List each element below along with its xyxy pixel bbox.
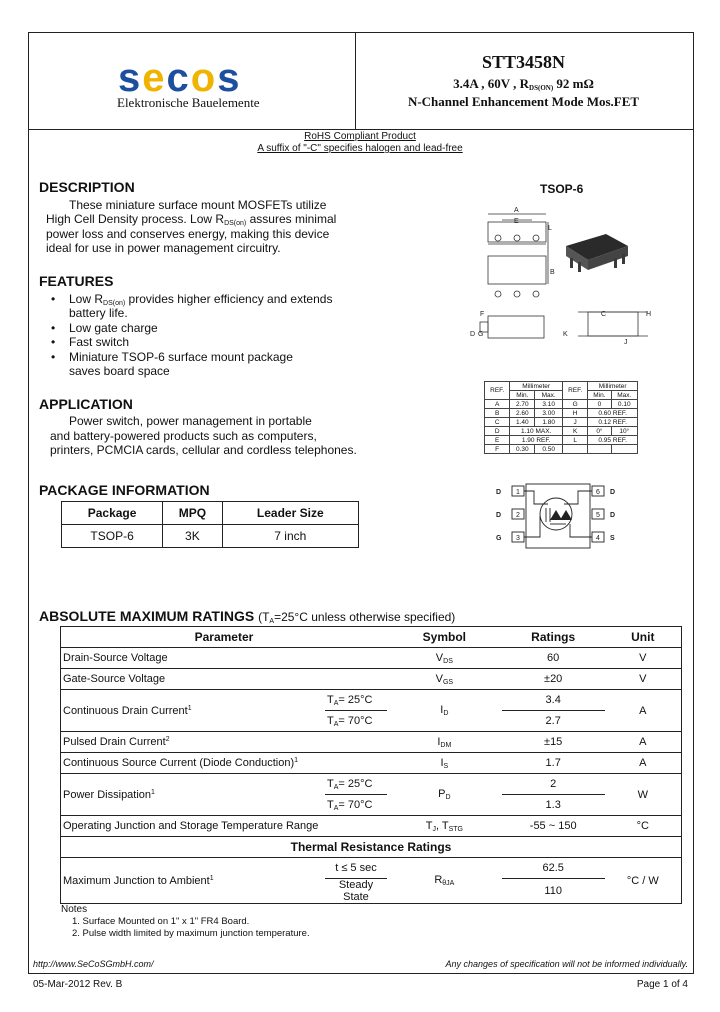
dim-row [485, 418, 638, 427]
package-info-heading: PACKAGE INFORMATION [39, 482, 210, 498]
dim-min-header: Min. [588, 391, 611, 400]
part-number: STT3458N [481, 52, 566, 72]
pin-number: 2 [516, 512, 520, 519]
dim-label-d: D [470, 331, 476, 338]
side-view [488, 316, 544, 338]
pin-number: 5 [596, 512, 600, 519]
dimensions-table [484, 381, 638, 454]
dim-cell: 0° [588, 427, 611, 436]
dim-cell: 1.10 MAX. [510, 427, 563, 436]
pin-number: 3 [516, 535, 520, 542]
table-row: Continuous Source Current (Diode Conduction)$^1$ $I_S$ 1.7 A [61, 753, 682, 774]
tsop-label: TSOP-6 [540, 182, 584, 196]
table-row: Operating Junction and Storage Temperature Range $T_J$, $T_{STG}$ -55 ~ 150 °C [61, 816, 682, 837]
dim-max-header: Max. [611, 391, 637, 400]
dim-cell: 0 [588, 400, 611, 409]
pin-label: D [496, 489, 502, 496]
ratings-header: Ratings [502, 627, 605, 648]
package-drawing [466, 200, 666, 360]
ratings-table [60, 626, 682, 904]
leader-size-value: 7 inch [222, 525, 358, 548]
pin-label: D [610, 512, 616, 519]
dim-ref-header: REF. [485, 382, 510, 400]
dim-cell: 3.10 [535, 400, 563, 409]
application-heading: APPLICATION [39, 396, 133, 412]
dim-cell: 1.90 REF. [510, 436, 563, 445]
dim-label-h: H [646, 311, 652, 318]
page-number: Page 1 of 4 [636, 979, 688, 990]
thermal-heading: Thermal Resistance Ratings [61, 837, 682, 858]
dim-row [485, 400, 638, 409]
application-line: and battery-powered products such as computers, [50, 429, 317, 443]
dim-label-j: J [624, 339, 628, 346]
dim-cell: 2.70 [510, 400, 535, 409]
dim-cell: C [485, 418, 510, 427]
feature-item: • Low $R_{DS(on)}$ provides higher efficiency and extends [69, 292, 332, 312]
pin-number: 1 [516, 489, 520, 496]
table-row: Maximum Junction to Ambient$^1$ t ≤ 5 sec $R_{\theta JA}$ 62.5 °C / W [61, 858, 682, 879]
parameter-header: Parameter [61, 627, 387, 648]
dim-cell: E [485, 436, 510, 445]
dim-cell: 10° [611, 427, 637, 436]
table-row: Continuous Drain Current$^1$ $T_A= 25^\circ C$ $I_D$ 3.4 A [61, 690, 682, 711]
dim-cell: J [562, 418, 587, 427]
dim-min-header: Min. [510, 391, 535, 400]
dim-cell: 1.80 [535, 418, 563, 427]
footer-disclaimer: Any changes of specification will not be informed individually. [445, 959, 688, 969]
dim-label-b: B [550, 269, 555, 276]
dim-label-c: C [601, 311, 607, 318]
dim-cell: H [562, 409, 587, 418]
dim-mm-header: Millimeter [510, 382, 563, 391]
feature-item-cont: saves board space [69, 364, 170, 378]
top-view-body [488, 256, 546, 284]
features-heading: FEATURES [39, 273, 114, 289]
top-view-upper [488, 222, 546, 242]
note-item: 1. Surface Mounted on 1" x 1" FR4 Board. [72, 916, 250, 927]
company-name: Elektronische Bauelemente [117, 95, 260, 110]
footer-url[interactable]: http://www.SeCoSGmbH.com/ [33, 959, 154, 969]
pin-label: G [496, 535, 502, 542]
feature-item: • Fast switch [69, 335, 129, 350]
mpq-header: MPQ [163, 502, 222, 525]
table-row: $T_A= 70^\circ C$ 1.3 [61, 795, 682, 816]
table-row: Power Dissipation$^1$ $T_A= 25^\circ C$ $P_D$ 2 W [61, 774, 682, 795]
dim-cell: B [485, 409, 510, 418]
pinout-diagram [490, 480, 630, 552]
pin-label: S [610, 535, 615, 542]
amr-heading: ABSOLUTE MAXIMUM RATINGS ($T_A=25^\circ C$ unless otherwise specified) [39, 608, 456, 625]
dim-cell: F [485, 445, 510, 454]
dim-cell: 0.60 REF. [588, 409, 638, 418]
feature-item: • Miniature TSOP-6 surface mount package [69, 350, 293, 365]
dim-label-k: K [563, 331, 568, 338]
end-view [588, 312, 638, 336]
feature-item-cont: battery life. [69, 306, 128, 320]
mpq-value: 3K [163, 525, 222, 548]
leader-size-header: Leader Size [222, 502, 358, 525]
dim-ref-header: REF. [562, 382, 587, 400]
dim-cell: 0.50 [535, 445, 563, 454]
footer-date: 05-Mar-2012 Rev. B [33, 979, 123, 990]
dim-cell: 3.00 [535, 409, 563, 418]
dim-cell [562, 445, 587, 454]
rohs-line2: A suffix of "-C" specifies halogen and lead-free [257, 143, 463, 154]
unit-header: Unit [605, 627, 682, 648]
package-table [61, 501, 359, 548]
dim-mm-header: Millimeter [588, 382, 638, 391]
feature-item: • Low gate charge [69, 321, 158, 336]
package-value: TSOP-6 [62, 525, 163, 548]
dim-cell: 0.30 [510, 445, 535, 454]
dim-cell: D [485, 427, 510, 436]
dim-cell: L [562, 436, 587, 445]
description-line: ideal for use in power management circuitry. [46, 241, 281, 255]
dim-label-f: F [480, 311, 485, 318]
company-logo: secos [118, 56, 242, 100]
dim-cell: 1.40 [510, 418, 535, 427]
dim-cell: K [562, 427, 587, 436]
application-line: Power switch, power management in portable [69, 414, 312, 428]
dim-label-a: A [514, 207, 519, 214]
dim-label-e: E [514, 218, 519, 225]
dim-label-l: L [548, 225, 552, 232]
dim-row [485, 427, 638, 436]
dim-label-g: G [478, 331, 484, 338]
dim-cell: 0.95 REF. [588, 436, 638, 445]
description-heading: DESCRIPTION [39, 179, 135, 195]
package-header: Package [62, 502, 163, 525]
package-3d [566, 234, 628, 272]
dim-cell: G [562, 400, 587, 409]
pin-label: D [496, 512, 502, 519]
dim-cell: 0.12 REF. [588, 418, 638, 427]
header-divider [28, 129, 694, 130]
dim-max-header: Max. [535, 391, 563, 400]
dim-cell [588, 445, 611, 454]
dim-row [485, 436, 638, 445]
pin-number: 4 [596, 535, 600, 542]
dim-cell: 2.60 [510, 409, 535, 418]
notes-title: Notes [61, 904, 88, 915]
table-row: Gate-Source Voltage $V_{GS}$ ±20 V [61, 669, 682, 690]
description-line: These miniature surface mount MOSFETs utilize [69, 198, 327, 212]
table-row: Drain-Source Voltage $V_{DS}$ 60 V [61, 648, 682, 669]
spec-line: 3.4A , 60V , $R_{DS(ON)}$ 92 mΩ [453, 76, 594, 92]
dim-row [485, 445, 638, 454]
pin-number: 6 [596, 489, 600, 496]
description-line: power loss and conserves energy, making this device [46, 227, 330, 241]
table-row: Steady State 110 [61, 879, 682, 904]
application-line: printers, PCMCIA cards, cellular and cordless telephones. [50, 443, 357, 457]
dim-cell: A [485, 400, 510, 409]
device-description: N-Channel Enhancement Mode Mos.FET [407, 94, 640, 109]
table-row: $T_A= 70^\circ C$ 2.7 [61, 711, 682, 732]
dim-cell: 0.10 [611, 400, 637, 409]
dim-row [485, 409, 638, 418]
description-line: High Cell Density process. Low $R_{DS(on)}$ assures minimal [46, 212, 337, 227]
table-row: Pulsed Drain Current$^2$ $I_{DM}$ ±15 A [61, 732, 682, 753]
rohs-line1: RoHS Compliant Product [304, 131, 416, 142]
symbol-header: Symbol [387, 627, 502, 648]
pin-label: D [610, 489, 616, 496]
dim-cell [611, 445, 637, 454]
note-item: 2. Pulse width limited by maximum junction temperature. [72, 928, 310, 939]
